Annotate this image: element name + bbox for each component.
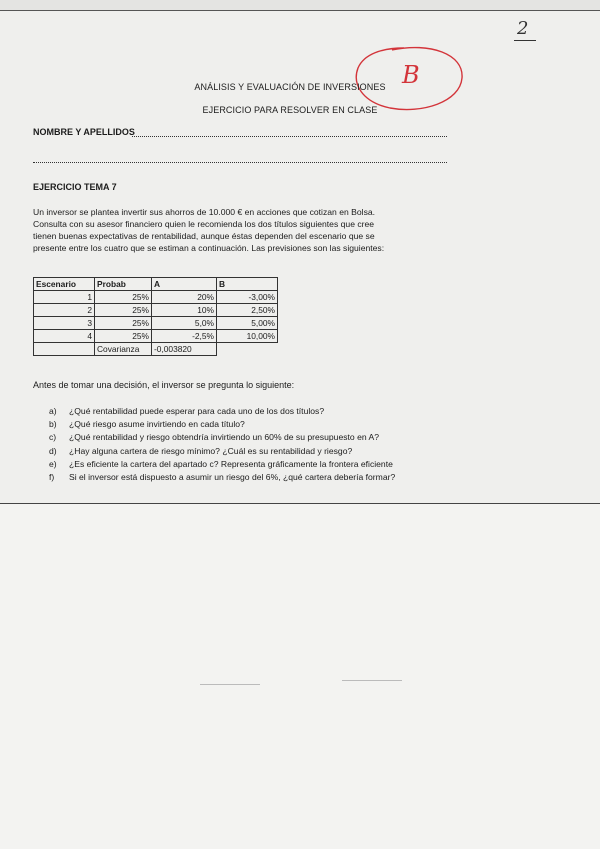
question-item — [49, 419, 395, 432]
question-text: ¿Qué riesgo asume invirtiendo en cada título? — [69, 419, 245, 430]
paragraph-line: tienen buenas expectativas de rentabilidad, aunque éstas dependen del escenario que se — [33, 231, 375, 241]
question-item — [49, 406, 395, 419]
cell-a: 5,0% — [152, 317, 217, 330]
paragraph-line: Consulta con su asesor financiero quien le recomienda los dos títulos siguientes que cree — [33, 219, 375, 229]
exercise-heading: EJERCICIO TEMA 7 — [33, 182, 117, 192]
paragraph-line: presente entre los cuatro que se estiman a continuación. Las previsiones son las siguientes: — [33, 243, 385, 253]
covariance-value: -0,003820 — [152, 343, 217, 356]
table-row — [34, 317, 278, 330]
cell-b: 10,00% — [217, 330, 278, 343]
grade-letter: B — [402, 61, 420, 89]
cell-probability: 25% — [95, 330, 152, 343]
page-subtitle: EJERCICIO PARA RESOLVER EN CLASE — [202, 105, 378, 115]
covariance-row — [34, 343, 278, 356]
bleed-through-mark — [200, 684, 260, 685]
question-letter: d) — [49, 445, 57, 456]
cell-b: 5,00% — [217, 317, 278, 330]
question-item — [49, 446, 395, 459]
name-field-line — [132, 136, 447, 137]
cell-a: 20% — [152, 291, 217, 304]
bleed-through-sheet — [0, 503, 600, 849]
cell-b: 2,50% — [217, 304, 278, 317]
exercise-paragraph — [33, 206, 453, 254]
question-letter: f) — [49, 471, 55, 482]
empty-cell — [34, 343, 95, 356]
question-item — [49, 459, 395, 472]
question-text: Si el inversor está dispuesto a asumir un riesgo del 6%, ¿qué cartera debería formar? — [69, 471, 396, 482]
question-item — [49, 472, 395, 485]
col-header-probability: Probab — [95, 278, 152, 291]
page-number-underline — [514, 40, 536, 41]
cell-scenario: 1 — [34, 291, 95, 304]
name-field-label: NOMBRE Y APELLIDOS — [33, 127, 135, 137]
cell-a: 10% — [152, 304, 217, 317]
paragraph-line: Un inversor se plantea invertir sus ahorros de 10.000 € en acciones que cotizan en Bolsa. — [33, 207, 376, 217]
table-header-row — [34, 278, 278, 291]
cell-scenario: 2 — [34, 304, 95, 317]
question-text: ¿Es eficiente la cartera del apartado c? Representa gráficamente la frontera eficiente — [69, 458, 393, 469]
name-field-line-2 — [33, 162, 447, 163]
cell-b: -3,00% — [217, 291, 278, 304]
question-letter: c) — [49, 432, 57, 443]
table-row — [34, 330, 278, 343]
covariance-label: Covarianza — [95, 343, 152, 356]
question-list — [49, 406, 395, 485]
question-text: ¿Qué rentabilidad y riesgo obtendría invirtiendo un 60% de su presupuesto en A? — [69, 432, 380, 443]
col-header-a: A — [152, 278, 217, 291]
col-header-scenario: Escenario — [34, 278, 95, 291]
question-letter: b) — [49, 419, 57, 430]
scenario-table — [33, 277, 278, 356]
cell-probability: 25% — [95, 317, 152, 330]
question-item — [49, 432, 395, 445]
scan-top-edge — [0, 0, 600, 11]
col-header-b: B — [217, 278, 278, 291]
cell-scenario: 3 — [34, 317, 95, 330]
bleed-through-mark — [342, 680, 402, 681]
table-row — [34, 291, 278, 304]
cell-a: -2,5% — [152, 330, 217, 343]
empty-cell — [217, 343, 278, 356]
questions-intro: Antes de tomar una decisión, el inversor se pregunta lo siguiente: — [33, 380, 295, 390]
page-title: ANÁLISIS Y EVALUACIÓN DE INVERSIONES — [194, 82, 386, 92]
table-row — [34, 304, 278, 317]
question-letter: e) — [49, 458, 57, 469]
question-text: ¿Qué rentabilidad puede esperar para cada uno de los dos títulos? — [69, 406, 325, 416]
question-text: ¿Hay alguna cartera de riesgo mínimo? ¿Cuál es su rentabilidad y riesgo? — [69, 445, 353, 456]
cell-scenario: 4 — [34, 330, 95, 343]
cell-probability: 25% — [95, 291, 152, 304]
question-letter: a) — [49, 406, 57, 416]
handwritten-page-number: 2 — [517, 18, 529, 39]
cell-probability: 25% — [95, 304, 152, 317]
